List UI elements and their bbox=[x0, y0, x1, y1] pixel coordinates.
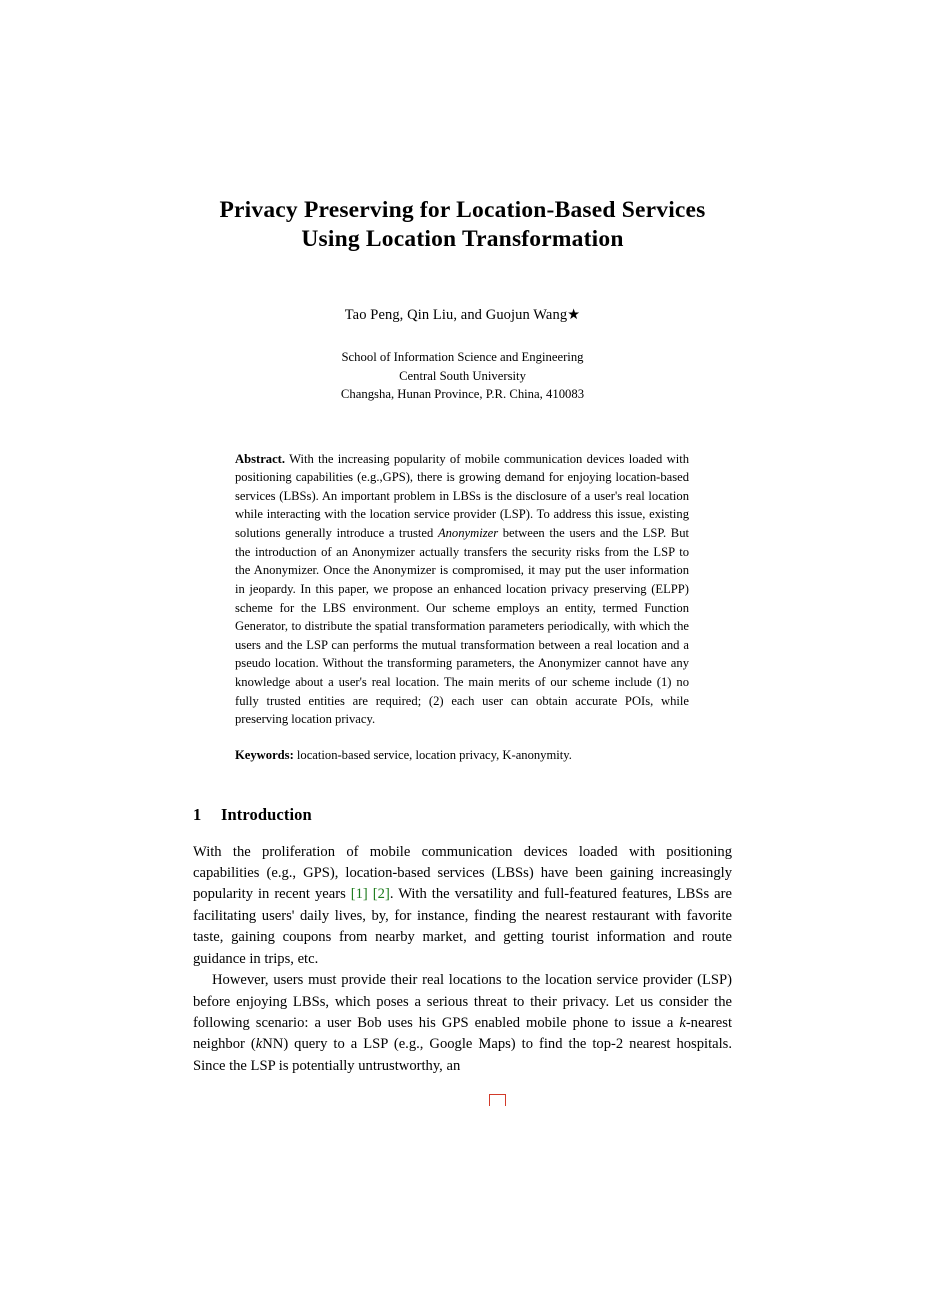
abstract bbox=[235, 450, 689, 729]
author-list: Tao Peng, Qin Liu, and Guojun Wang★ bbox=[344, 307, 581, 324]
citation-link-1[interactable]: [1] bbox=[350, 886, 368, 903]
paragraph-2 bbox=[193, 970, 732, 1077]
paragraph-2-italic-k-2: k bbox=[255, 1036, 263, 1053]
paragraph-2-part-c: NN) query to a LSP (e.g., Google Maps) to find the top-2 nearest hospitals. Since the LSP is potentially untrustworthy, an bbox=[193, 1036, 733, 1074]
section-title: Introduction bbox=[221, 804, 312, 824]
keywords-text: location-based service, location privacy, K-anonymity. bbox=[296, 747, 572, 762]
keywords bbox=[235, 746, 689, 765]
affiliation-line-1: School of Information Science and Engineering bbox=[341, 350, 584, 365]
page-title bbox=[193, 196, 732, 253]
abstract-italic-term: Anonymizer bbox=[437, 526, 499, 541]
page-footer-crop-mark bbox=[489, 1094, 511, 1110]
crop-mark-icon bbox=[489, 1094, 506, 1106]
citation-link-2[interactable]: [2] bbox=[372, 886, 390, 903]
paragraph-1-part-a: With the proliferation of mobile communication devices loaded with positioning capabilities (e.g., GPS), location-based services (LBSs) have been gaining increasingly popularity in recent years bbox=[193, 843, 732, 903]
affiliation-line-2: Central South University bbox=[399, 368, 526, 383]
paragraph-2-italic-k-1: k bbox=[679, 1015, 686, 1032]
section-number: 1 bbox=[193, 804, 202, 824]
abstract-text-part-2: between the users and the LSP. But the introduction of an Anonymizer actually transfers the security risks from the LSP to the Anonymizer. Once the Anonymizer is compromised, it may put the user information in jeopardy. In this paper, we propose an enhanced location privacy preserving (ELPP) scheme for the LBS environment. Our scheme employs an entity, termed Function Generator, to distribute the spatial transformation parameters periodically, with which the users and the LSP can performs the mutual transformation between a real location and a pseudo location. Without the transforming parameters, the Anonymizer cannot have any knowledge about a user's real location. The main merits of our scheme include (1) no fully trusted entities are required; (2) each user can obtain accurate POIs, while preserving location privacy. bbox=[235, 526, 689, 727]
paragraph-1-part-b: . With the versatility and full-featured features, LBSs are facilitating users' daily lives, by, for instance, finding the nearest restaurant with favorite taste, gaining coupons from nearby market, and getting tourist information and route guidance in trips, etc. bbox=[193, 886, 732, 967]
paragraph-2-part-b: -nearest neighbor ( bbox=[193, 1015, 732, 1053]
paragraph-1 bbox=[193, 842, 732, 971]
paragraph-2-part-a: However, users must provide their real locations to the location service provider (LSP) before enjoying LBSs, which poses a serious threat to their privacy. Let us consider the following scenario: a user Bob uses his GPS enabled mobile phone to issue a bbox=[193, 972, 732, 1032]
title-line-2: Using Location Transformation bbox=[301, 225, 624, 252]
affiliation bbox=[193, 348, 732, 403]
section-body bbox=[193, 842, 732, 1078]
abstract-text-part-1: With the increasing popularity of mobile communication devices loaded with positioning capabilities (e.g.,GPS), there is growing demand for enjoying location-based services (LBSs). An important problem in LBSs is the disclosure of a user's real location while interacting with the location service provider (LSP). To address this issue, existing solutions generally introduce a trusted bbox=[235, 451, 690, 541]
section-heading-introduction bbox=[193, 805, 732, 825]
keywords-label: Keywords: bbox=[235, 747, 294, 762]
abstract-label: Abstract. bbox=[235, 451, 286, 466]
affiliation-line-3: Changsha, Hunan Province, P.R. China, 410083 bbox=[340, 387, 585, 402]
paper-content bbox=[193, 196, 732, 1077]
title-line-1: Privacy Preserving for Location-Based Services bbox=[219, 197, 706, 223]
